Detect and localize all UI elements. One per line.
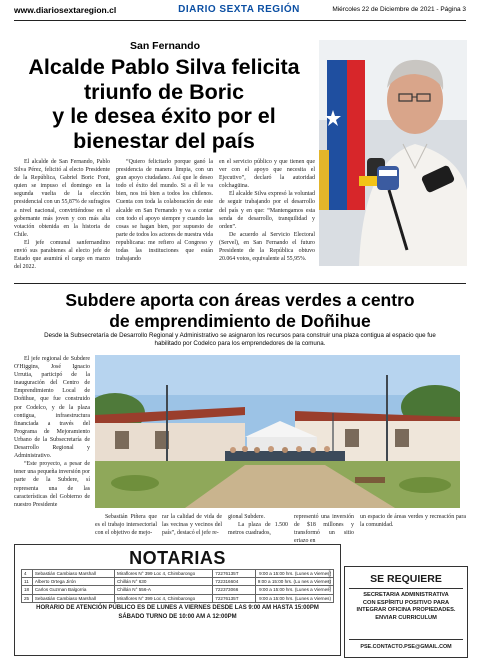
notarias-hours-weekday: HORARIO DE ATENCIÓN PÚBLICO ES DE LUNES A VIERNES DESDE LAS 9:00 AM HASTA 15:00PM <box>36 605 319 611</box>
article2-column-2 <box>95 513 157 537</box>
notarias-title: NOTARIAS <box>129 548 226 568</box>
notarias-box <box>14 544 341 656</box>
headline-line: de emprendimiento de Doñihue <box>109 311 371 331</box>
table-cell: Chillán N° 630 <box>114 578 212 586</box>
paragraph: “Este proyecto, a pesar de tener una pequeña inversión por parte de la Subdere, sí representa una de las características del Gobierno de nuestro Presidente <box>14 461 90 508</box>
headline-line: triunfo de Boric <box>83 79 245 104</box>
header-rule <box>14 20 466 21</box>
job-ad-title: SE REQUIERE <box>370 573 442 585</box>
table-row <box>22 594 334 602</box>
table-cell: Sebastián Cambiaso Marshall <box>32 594 114 602</box>
mayor-portrait-illustration <box>319 40 467 266</box>
paragraph: en el servicio público y que tienen que ver con el apoyo que necesita el Ejecutivo”, declaró la autoridad colchagüina. <box>219 159 315 190</box>
paragraph: El jefe comunal sanfernandino envió sus parabienes al electo jefe de Estado que asumirá el cargo en marzo del 2022. <box>14 239 110 271</box>
article2-subtitle: Desde la Subsecretaría de Desarrollo Regional y Administrativo se asignaron los recursos para construir una plaza contigua al espacio que fue habilitado por Codelco para los emprendedores de la comuna. <box>44 332 436 347</box>
article2-column-6 <box>360 513 466 529</box>
article2-column-3 <box>162 513 222 537</box>
job-ad-rule <box>349 639 463 640</box>
paragraph: gional Subdere. <box>228 514 265 520</box>
paragraph: Sebastián Piñera que es el trabajo intersectorial con el objetivo de mejo- <box>95 514 157 537</box>
plaza-scene-illustration <box>95 355 460 508</box>
table-cell: 4 <box>22 570 33 578</box>
table-row <box>22 570 334 578</box>
article2-column-1 <box>14 355 90 509</box>
notarias-table <box>21 569 334 603</box>
paragraph: rar la calidad de vida de las vecinas y vecinos del país”, destacó el jefe re- <box>162 514 222 537</box>
job-ad-line: INTEGRAR OFICINA PROPIEDADES. <box>356 607 456 613</box>
table-cell: 9:00 a 15:00 hrs. (Lunes a Viernes) <box>255 570 333 578</box>
paragraph: El alcalde de San Fernando, Pablo Silva Pérez, felicitó al electo Presidente de la República, Gabriel Boric Font, quien se impuso el domingo en la segunda vuelta de la elección presidencial con un 55,87% de sufragios a nivel nacional, convirtiéndose en el gobernante más joven y con más alta votación obtenida en la historia de Chile. <box>14 159 110 238</box>
table-row <box>22 586 334 594</box>
mayor-photo <box>319 40 467 266</box>
table-cell: 72276135T <box>213 594 256 602</box>
paragraph: un espacio de áreas verdes y recreación para la comunidad. <box>360 514 466 529</box>
table-cell: 11 <box>22 578 33 586</box>
job-ad-body <box>349 592 463 622</box>
table-cell: Alberto Ortega Jirón <box>32 578 114 586</box>
table-cell: Miraflores N° 399 Loc 4, Chimbarongo <box>114 594 212 602</box>
article2-headline <box>14 290 466 332</box>
table-cell: 722316604 <box>213 578 256 586</box>
paragraph: “Quiero felicitarlo porque ganó la presidencia de manera limpia, con un gran apoyo ciudadano. Así que le deseo todo el éxito del mundo. Si a él le va bien, nos irá bien a todos los chilenos. Cuenta con toda la colaboración de este alcalde en San Fernando y va a contar con todo el apoyo siempre y cuando las cosas se hagan bien, por supuesto de parte de todos los actores de nuestra vida republicana: me refiero al Congreso y todas las instituciones que están trabajando <box>116 159 213 263</box>
job-ad-line: ENVIAR CURRICULUM <box>375 614 437 621</box>
table-cell: 18 <box>22 586 33 594</box>
job-ad-box <box>344 566 468 658</box>
headline-line: y le desea éxito por el <box>52 104 276 128</box>
table-cell: 9:00 a 15:00 hrs. (Lunes a Viernes) <box>255 586 333 594</box>
table-cell: 9:00 a 15:00 hrs. (Lu nes a Viernes) <box>255 578 333 586</box>
date-page-label: Miércoles 22 de Diciembre de 2021 - Página 3 <box>332 6 466 13</box>
table-cell: 722373066 <box>213 586 256 594</box>
job-ad-line: SECRETARIA ADMINISTRATIVA <box>363 592 449 598</box>
table-cell: 9:00 a 15:00 hrs. (Lunes a Viernes) <box>255 594 333 602</box>
headline-line: Subdere aporta con áreas verdes a centro <box>65 290 415 310</box>
headline-line: Alcalde Pablo Silva felicita <box>28 55 300 79</box>
job-ad-rule <box>349 588 463 589</box>
article1-column-2 <box>116 158 213 263</box>
article2-column-4 <box>228 513 288 537</box>
table-cell: 25 <box>22 594 33 602</box>
article1-headline <box>14 55 314 153</box>
paragraph: El alcalde Silva expresó la voluntad de seguir trabajando por el desarrollo del país y en que: “Mantengamos esta senda de desarrollo, tranquilidad y orden”. <box>219 191 315 230</box>
website-url[interactable]: www.diariosextaregion.cl <box>14 5 117 15</box>
table-cell: Carlos Guzman Balgorria <box>32 586 114 594</box>
table-cell: Miraflores N° 399 Loc 4, Chimbarongo <box>114 570 212 578</box>
table-row <box>22 578 334 586</box>
notarias-hours-saturday: SÁBADO TURNO DE 10:00 AM A 12:00PM <box>118 614 237 620</box>
page-code: *18-05-20 u/s <box>328 568 332 590</box>
article1-column-3 <box>219 158 315 263</box>
table-cell: Chillán N° 556-A <box>114 586 212 594</box>
article1-column-1 <box>14 158 110 271</box>
table-cell: Sebastián Cambiaso Marshall <box>32 570 114 578</box>
page-header <box>14 4 466 18</box>
inauguration-photo <box>95 355 460 508</box>
paragraph: La plaza de 1.500 metros cuadrados, <box>228 522 288 537</box>
headline-line: bienestar del país <box>73 128 255 153</box>
paragraph: De acuerdo al Servicio Electoral (Servel), en San Fernando el futuro Presidente de la República obtuvo 20.064 votos, equivalente al 55,95%. <box>219 231 315 263</box>
paragraph: representó una inversión de $18 millones y transformó un sitio eriazo en <box>294 514 354 545</box>
article1-kicker: San Fernando <box>130 40 201 52</box>
masthead: DIARIO SEXTA REGIÓN <box>178 4 300 15</box>
table-cell: 72276135T <box>213 570 256 578</box>
job-ad-email[interactable]: PSE.CONTACTO.PSE@GMAIL.COM <box>360 644 452 650</box>
job-ad-line: CON ESPÍRITU POSITIVO PARA <box>362 599 450 606</box>
section-divider <box>14 283 466 284</box>
paragraph: El jefe regional de Subdere O'Higgins, José Ignacio Urrutia, participó de la inauguración del Centro de Emprendimiento Local de Doñihue, que fue construido por Codelco, y de la plaza contigua, infraestructura financiada a través del Programa de Mejoramiento Urbano de la Subsecretaría de Desarrollo Regional y Administrativo. <box>14 356 90 460</box>
article2-column-5 <box>294 513 354 545</box>
